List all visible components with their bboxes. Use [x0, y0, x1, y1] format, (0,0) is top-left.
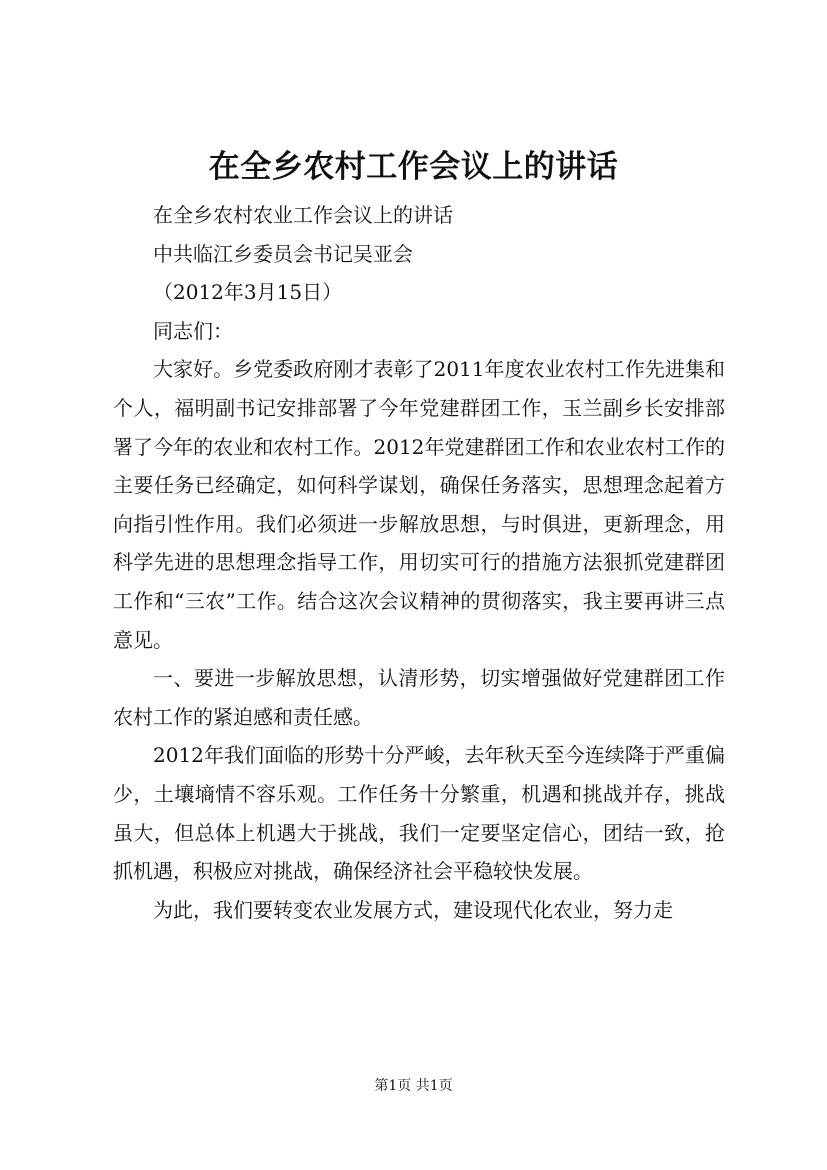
page-footer: 第1页 共1页: [374, 1078, 453, 1094]
body-paragraph: 2012年我们面临的形势十分严峻，去年秋天至今连续降于严重偏少，土壤墒情不容乐观。工作任务十分繁重，机遇和挑战并存，挑战虽大，但总体上机遇大于挑战，我们一定要坚定信心，团结一致，抢抓机遇，积极应对挑战，确保经济社会平稳较快发展。: [113, 743, 725, 884]
body-paragraph: 大家好。乡党委政府刚才表彰了2011年度农业农村工作先进集和个人，福明副书记安排部署了今年党建群团工作，玉兰副乡长安排部署了今年的农业和农村工作。2012年党建群团工作和农业农村工作的主要任务已经确定，如何科学谋划，确保任务落实，思想理念起着方向指引性作用。我们必须进一步解放思想，与时俱进，更新理念，用科学先进的思想理念指导工作，用切实可行的措施方法狠抓党建群团工作和“三农”工作。结合这次会议精神的贯彻落实，我主要再讲三点意见。: [113, 357, 725, 652]
salutation-paragraph: 同志们：: [153, 318, 233, 343]
author-paragraph: 中共临江乡委员会书记吴亚会: [153, 241, 413, 266]
document-title: 在全乡农村工作会议上的讲话: [208, 149, 619, 185]
body-paragraph: 为此，我们要转变农业发展方式，建设现代化农业，努力走: [153, 897, 673, 922]
document-body: [113, 196, 725, 929]
body-paragraph: 一、要进一步解放思想，认清形势，切实增强做好党建群团工作农村工作的紧迫感和责任感。: [113, 666, 725, 729]
subtitle-paragraph: 在全乡农村农业工作会议上的讲话: [153, 203, 453, 227]
date-paragraph: （2012年3月15日）: [153, 280, 343, 305]
